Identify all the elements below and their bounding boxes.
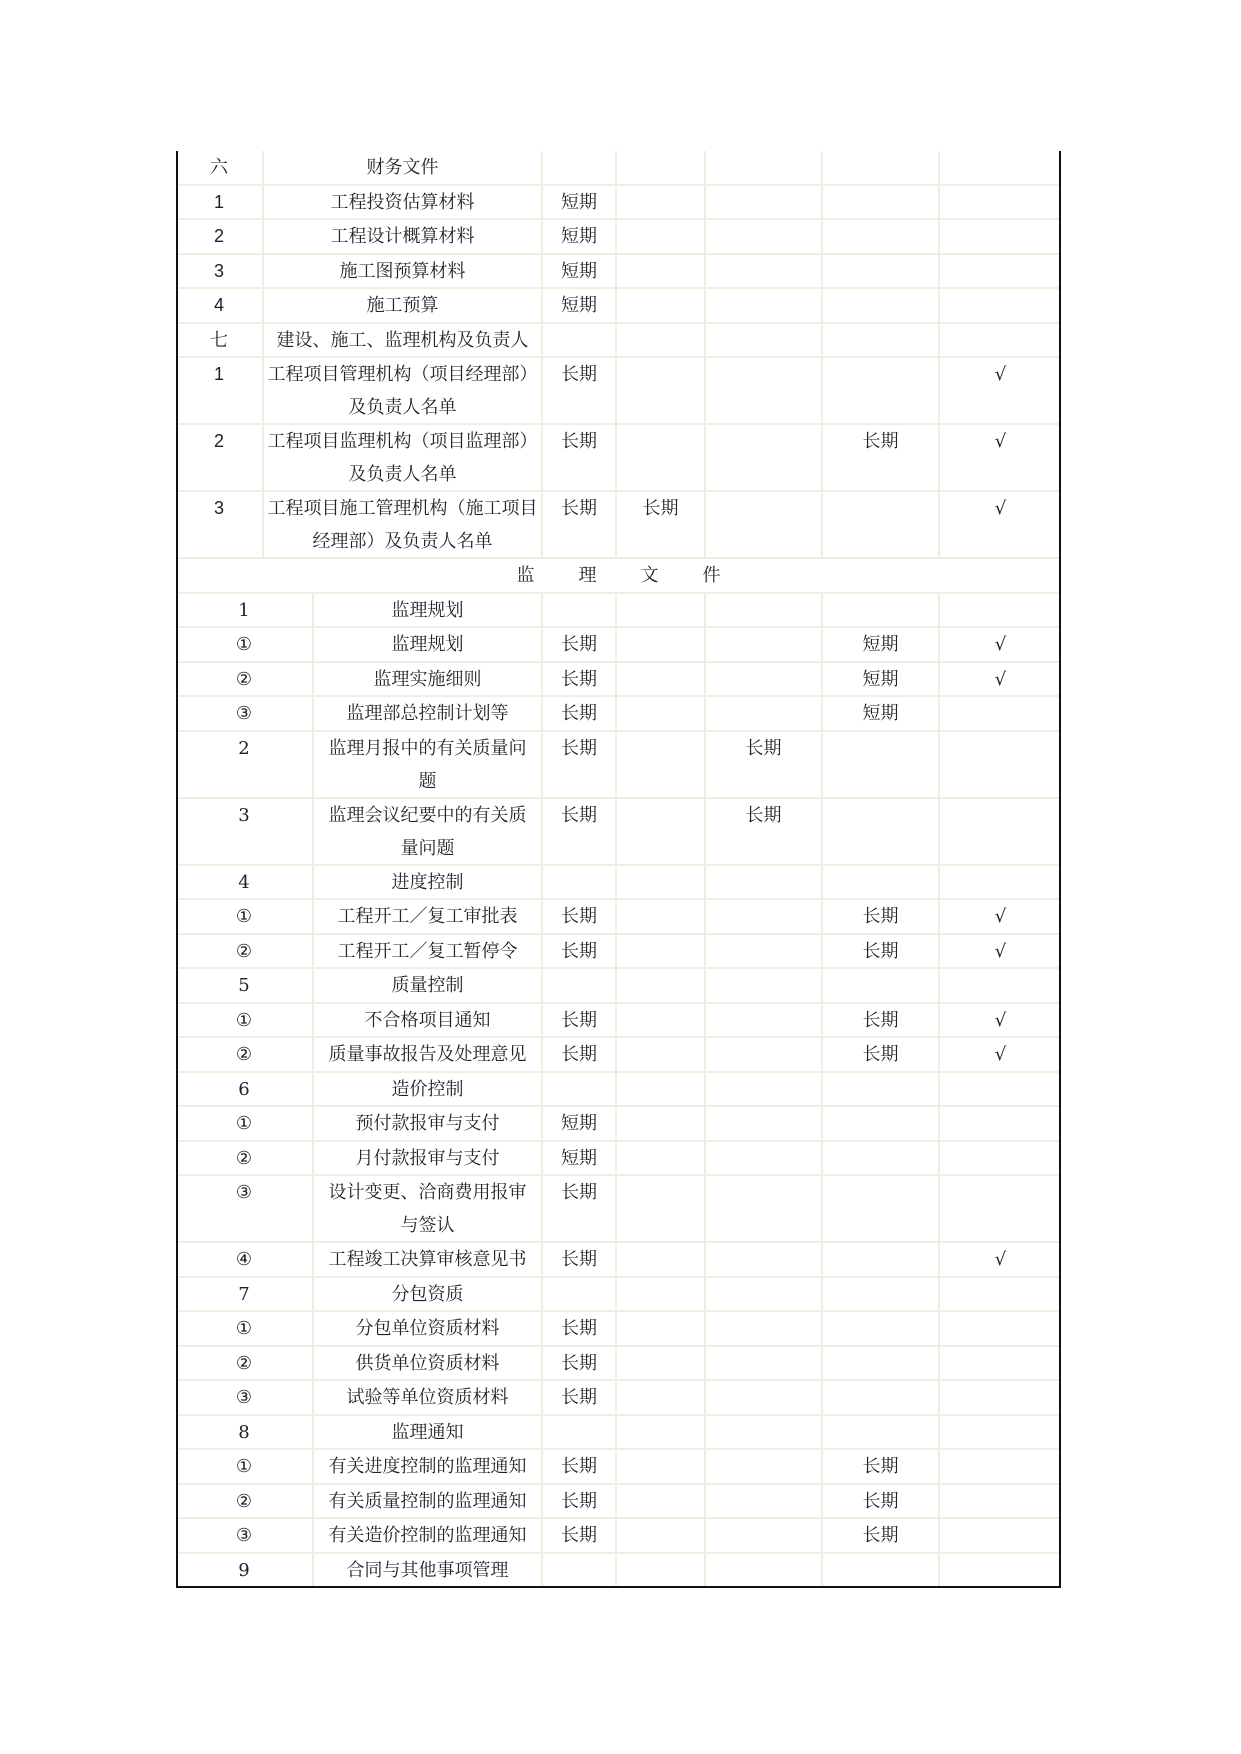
table-row	[176, 289, 1061, 324]
checkmark-cell	[938, 1347, 1061, 1380]
retention-col-3-cell	[704, 1243, 821, 1276]
retention-col-2-cell	[615, 663, 704, 696]
item-name-cell: 工程开工／复工暂停令	[312, 935, 541, 968]
table-row	[176, 1416, 1061, 1451]
row-index-cell: 2	[238, 737, 250, 759]
row-index-cell: 8	[238, 1421, 250, 1443]
empty-cell	[821, 324, 938, 357]
retention-col-4-cell	[821, 220, 938, 253]
table-row	[176, 220, 1061, 255]
retention-col-2-cell	[615, 1038, 704, 1071]
item-name-cell-line-1: 工程项目施工管理机构（施工项目	[267, 498, 538, 519]
checkmark-cell: √	[938, 628, 1061, 661]
item-name-cell: 供货单位资质材料	[312, 1347, 541, 1380]
retention-col-3-cell	[704, 1312, 821, 1345]
retention-col-4-cell	[821, 1381, 938, 1414]
table-row	[176, 1450, 1061, 1485]
retention-col-2-cell	[615, 220, 704, 253]
item-name-cell: 监理规划	[312, 628, 541, 661]
checkmark-cell: √	[938, 358, 1061, 423]
retention-col-4-cell: 长期	[821, 900, 938, 933]
retention-col-4-cell	[821, 1176, 938, 1241]
table-row	[176, 1073, 1061, 1108]
retention-col-1-cell: 短期	[541, 186, 615, 219]
retention-col-2-cell	[615, 594, 704, 627]
item-name-cell	[312, 799, 541, 864]
retention-col-1-cell: 长期	[541, 1450, 615, 1483]
retention-col-2-cell	[615, 628, 704, 661]
row-index-cell: 4	[238, 871, 250, 893]
row-index-cell: ①	[235, 634, 253, 655]
table-row	[176, 1107, 1061, 1142]
row-index-cell: 9	[238, 1559, 250, 1581]
retention-col-4-cell	[821, 1347, 938, 1380]
table-row	[176, 1142, 1061, 1177]
checkmark-cell	[938, 866, 1061, 899]
table-row	[176, 1038, 1061, 1073]
item-name-cell-line-2: 经理部）及负责人名单	[312, 531, 493, 552]
retention-col-1-cell: 长期	[541, 358, 615, 423]
retention-col-4-cell	[821, 732, 938, 797]
retention-col-2-cell	[615, 289, 704, 322]
item-name-cell: 预付款报审与支付	[312, 1107, 541, 1140]
retention-col-3-cell	[704, 1519, 821, 1552]
retention-col-1-cell: 短期	[541, 1142, 615, 1175]
retention-col-2-cell	[615, 358, 704, 423]
empty-cell	[704, 324, 821, 357]
row-index-cell: ②	[235, 940, 253, 962]
item-name-cell-line-2: 及负责人名单	[348, 464, 457, 485]
item-name-cell: 监理实施细则	[312, 663, 541, 696]
retention-col-2-cell	[615, 1347, 704, 1380]
retention-col-2-cell	[615, 1416, 704, 1449]
item-name-cell: 月付款报审与支付	[312, 1142, 541, 1175]
retention-col-3-cell	[704, 1073, 821, 1106]
table-row	[176, 900, 1061, 935]
retention-col-1-cell: 长期	[541, 1243, 615, 1276]
retention-col-3-cell	[704, 1416, 821, 1449]
retention-col-4-cell	[821, 358, 938, 423]
item-name-cell: 施工预算	[262, 289, 541, 322]
empty-cell	[615, 324, 704, 357]
retention-col-3-cell	[704, 697, 821, 730]
table-row	[176, 1347, 1061, 1382]
row-index-cell: 5	[238, 975, 250, 996]
row-index-cell: ①	[235, 1456, 253, 1477]
retention-col-1-cell	[541, 969, 615, 1002]
row-index-cell: 1	[213, 191, 224, 212]
retention-col-3-cell	[704, 1450, 821, 1483]
retention-col-3-cell	[704, 358, 821, 423]
checkmark-cell	[938, 1554, 1061, 1587]
retention-col-1-cell: 长期	[541, 732, 615, 797]
item-name-cell-line-1: 工程项目管理机构（项目经理部）	[267, 364, 538, 385]
retention-col-4-cell: 长期	[821, 1450, 938, 1483]
retention-col-1-cell: 长期	[541, 1038, 615, 1071]
item-name-cell-line-2: 题	[418, 770, 437, 792]
row-index-cell: ①	[235, 1113, 253, 1134]
table-row	[176, 1381, 1061, 1416]
retention-col-2-cell	[615, 1176, 704, 1241]
row-index-cell: 2	[213, 226, 224, 246]
item-name-cell: 分包资质	[312, 1278, 541, 1311]
row-index-cell: ①	[235, 1318, 253, 1339]
retention-col-1-cell	[541, 866, 615, 899]
retention-col-2-cell	[615, 425, 704, 490]
row-index-cell: 7	[238, 1283, 250, 1305]
item-name-cell: 工程开工／复工审批表	[312, 900, 541, 933]
table-row	[176, 663, 1061, 698]
retention-col-3-cell	[704, 628, 821, 661]
retention-col-4-cell	[821, 969, 938, 1002]
row-index-cell: 2	[213, 431, 224, 451]
checkmark-cell	[938, 594, 1061, 627]
retention-col-1-cell: 长期	[541, 799, 615, 864]
retention-col-4-cell	[821, 1243, 938, 1276]
table-row	[176, 732, 1061, 799]
retention-col-1-cell: 长期	[541, 1519, 615, 1552]
retention-col-4-cell: 长期	[821, 1038, 938, 1071]
item-name-cell-line-2: 与签认	[400, 1215, 455, 1236]
retention-col-3-cell	[704, 900, 821, 933]
checkmark-cell	[938, 1485, 1061, 1518]
checkmark-cell: √	[938, 900, 1061, 933]
table-row	[176, 492, 1061, 559]
retention-col-3-cell	[704, 1554, 821, 1587]
checkmark-cell	[938, 969, 1061, 1002]
row-index-cell: 3	[213, 498, 224, 518]
retention-col-4-cell	[821, 1073, 938, 1106]
checkmark-cell	[938, 289, 1061, 322]
retention-col-1-cell: 长期	[541, 1485, 615, 1518]
item-name-cell: 监理部总控制计划等	[312, 697, 541, 730]
retention-col-3-cell	[704, 1038, 821, 1071]
item-name-cell: 试验等单位资质材料	[312, 1381, 541, 1414]
retention-col-2-cell	[615, 1073, 704, 1106]
row-index-cell: ②	[235, 668, 253, 690]
retention-col-2-cell	[615, 866, 704, 899]
retention-col-1-cell: 短期	[541, 289, 615, 322]
retention-col-1-cell	[541, 1073, 615, 1106]
item-name-cell: 造价控制	[312, 1073, 541, 1106]
table-row	[176, 628, 1061, 663]
table-row	[176, 186, 1061, 221]
empty-cell	[541, 324, 615, 357]
retention-col-4-cell	[821, 594, 938, 627]
retention-col-4-cell	[821, 186, 938, 219]
retention-col-4-cell: 长期	[821, 1485, 938, 1518]
table-row	[176, 1004, 1061, 1039]
empty-cell	[704, 151, 821, 184]
item-name-cell: 有关质量控制的监理通知	[312, 1485, 541, 1518]
item-name-cell: 质量事故报告及处理意见	[312, 1038, 541, 1071]
checkmark-cell	[938, 1278, 1061, 1311]
retention-col-4-cell	[821, 492, 938, 557]
retention-col-1-cell: 长期	[541, 1347, 615, 1380]
item-name-cell: 合同与其他事项管理	[312, 1554, 541, 1587]
retention-col-4-cell: 短期	[821, 697, 938, 730]
item-name-cell: 工程设计概算材料	[262, 220, 541, 253]
retention-col-1-cell: 长期	[541, 1312, 615, 1345]
table-row	[176, 1485, 1061, 1520]
retention-col-2-cell	[615, 1554, 704, 1587]
row-index-cell: 4	[213, 295, 224, 315]
section-seven-index: 七	[210, 329, 228, 351]
empty-cell	[541, 151, 615, 184]
item-name-cell	[262, 425, 541, 490]
row-index-cell: 1	[213, 364, 224, 384]
table-row	[176, 425, 1061, 492]
checkmark-cell	[938, 1142, 1061, 1175]
item-name-cell-line-1: 工程项目监理机构（项目监理部）	[267, 431, 538, 452]
item-name-cell: 施工图预算材料	[262, 255, 541, 288]
checkmark-cell: √	[938, 663, 1061, 696]
row-index-cell: 6	[238, 1078, 250, 1100]
retention-col-2-cell	[615, 1243, 704, 1276]
retention-col-3-cell	[704, 255, 821, 288]
retention-col-1-cell: 长期	[541, 663, 615, 696]
supervision-header-row	[176, 559, 1061, 594]
item-name-cell: 质量控制	[312, 969, 541, 1002]
retention-col-1-cell: 长期	[541, 935, 615, 968]
section-six-index: 六	[210, 157, 228, 178]
supervision-section-title: 监理文件	[516, 565, 765, 586]
checkmark-cell	[938, 255, 1061, 288]
retention-col-3-cell	[704, 1347, 821, 1380]
retention-col-1-cell: 长期	[541, 1381, 615, 1414]
row-index-cell: ④	[235, 1249, 253, 1270]
row-index-cell: ②	[235, 1147, 253, 1169]
checkmark-cell	[938, 220, 1061, 253]
empty-cell	[938, 324, 1061, 357]
item-name-cell-line-1: 监理会议纪要中的有关质	[328, 804, 527, 826]
item-name-cell	[312, 1176, 541, 1241]
archive-table	[176, 151, 1061, 1588]
checkmark-cell: √	[938, 1004, 1061, 1037]
retention-col-1-cell	[541, 1554, 615, 1587]
retention-col-1-cell: 短期	[541, 255, 615, 288]
retention-col-1-cell: 短期	[541, 220, 615, 253]
row-index-cell: ②	[235, 1044, 253, 1065]
checkmark-cell: √	[938, 935, 1061, 968]
retention-col-1-cell: 长期	[541, 425, 615, 490]
item-name-cell: 有关进度控制的监理通知	[312, 1450, 541, 1483]
retention-col-4-cell: 长期	[821, 1519, 938, 1552]
item-name-cell	[262, 358, 541, 423]
checkmark-cell: √	[938, 1243, 1061, 1276]
checkmark-cell	[938, 186, 1061, 219]
retention-col-2-cell	[615, 732, 704, 797]
retention-col-1-cell	[541, 594, 615, 627]
table-row	[176, 697, 1061, 732]
retention-col-2-cell	[615, 900, 704, 933]
retention-col-4-cell	[821, 1416, 938, 1449]
retention-col-3-cell	[704, 289, 821, 322]
retention-col-2-cell	[615, 697, 704, 730]
section-six-title: 财务文件	[262, 151, 541, 184]
retention-col-1-cell: 长期	[541, 1176, 615, 1241]
retention-col-4-cell	[821, 255, 938, 288]
retention-col-3-cell	[704, 1485, 821, 1518]
checkmark-cell	[938, 697, 1061, 730]
row-index-cell: 3	[238, 804, 250, 826]
retention-col-4-cell	[821, 1278, 938, 1311]
retention-col-3-cell	[704, 1381, 821, 1414]
section-seven-header-row	[176, 324, 1061, 359]
row-index-cell: ③	[235, 1182, 253, 1203]
retention-col-2-cell	[615, 1450, 704, 1483]
retention-col-3-cell	[704, 1107, 821, 1140]
item-name-cell: 不合格项目通知	[312, 1004, 541, 1037]
checkmark-cell	[938, 1450, 1061, 1483]
item-name-cell-line-2: 量问题	[400, 837, 455, 859]
row-index-cell: ②	[235, 1490, 253, 1512]
retention-col-3-cell: 长期	[704, 799, 821, 864]
retention-col-1-cell: 短期	[541, 1107, 615, 1140]
checkmark-cell	[938, 732, 1061, 797]
retention-col-4-cell: 短期	[821, 628, 938, 661]
retention-col-2-cell	[615, 1278, 704, 1311]
item-name-cell-line-1: 监理月报中的有关质量问	[328, 737, 527, 759]
retention-col-3-cell	[704, 1176, 821, 1241]
retention-col-3-cell	[704, 1142, 821, 1175]
checkmark-cell	[938, 1312, 1061, 1345]
section-six-header-row	[176, 151, 1061, 186]
retention-col-3-cell	[704, 425, 821, 490]
table-row	[176, 594, 1061, 629]
table-row	[176, 935, 1061, 970]
item-name-cell: 监理规划	[312, 594, 541, 627]
checkmark-cell	[938, 1519, 1061, 1552]
retention-col-2-cell	[615, 1142, 704, 1175]
retention-col-2-cell	[615, 1381, 704, 1414]
item-name-cell: 监理通知	[312, 1416, 541, 1449]
checkmark-cell	[938, 1381, 1061, 1414]
retention-col-4-cell: 长期	[821, 425, 938, 490]
retention-col-4-cell	[821, 1312, 938, 1345]
item-name-cell: 工程投资估算材料	[262, 186, 541, 219]
table-row	[176, 1554, 1061, 1589]
table-row	[176, 1278, 1061, 1313]
row-index-cell: 1	[238, 599, 250, 621]
checkmark-cell	[938, 799, 1061, 864]
item-name-cell-line-1: 设计变更、洽商费用报审	[328, 1182, 527, 1203]
retention-col-1-cell	[541, 1416, 615, 1449]
table-row	[176, 1176, 1061, 1243]
retention-col-4-cell: 长期	[821, 935, 938, 968]
retention-col-2-cell	[615, 969, 704, 1002]
item-name-cell	[262, 492, 541, 557]
checkmark-cell	[938, 1107, 1061, 1140]
retention-col-4-cell	[821, 1142, 938, 1175]
retention-col-3-cell	[704, 220, 821, 253]
retention-col-1-cell	[541, 1278, 615, 1311]
row-index-cell: ③	[235, 1387, 253, 1408]
item-name-cell: 分包单位资质材料	[312, 1312, 541, 1345]
checkmark-cell: √	[938, 492, 1061, 557]
item-name-cell-line-2: 及负责人名单	[348, 397, 457, 418]
row-index-cell: ①	[235, 906, 253, 927]
retention-col-2-cell	[615, 1519, 704, 1552]
retention-col-2-cell	[615, 935, 704, 968]
table-row	[176, 1312, 1061, 1347]
retention-col-1-cell: 长期	[541, 697, 615, 730]
retention-col-3-cell	[704, 969, 821, 1002]
checkmark-cell	[938, 1416, 1061, 1449]
retention-col-4-cell	[821, 1554, 938, 1587]
retention-col-2-cell	[615, 1485, 704, 1518]
item-name-cell: 有关造价控制的监理通知	[312, 1519, 541, 1552]
retention-col-3-cell	[704, 935, 821, 968]
retention-col-2-cell	[615, 1312, 704, 1345]
retention-col-1-cell: 长期	[541, 628, 615, 661]
row-index-cell: ②	[235, 1352, 253, 1374]
retention-col-1-cell: 长期	[541, 900, 615, 933]
retention-col-4-cell: 长期	[821, 1004, 938, 1037]
retention-col-1-cell: 长期	[541, 1004, 615, 1037]
empty-cell	[615, 151, 704, 184]
checkmark-cell: √	[938, 1038, 1061, 1071]
retention-col-4-cell	[821, 866, 938, 899]
retention-col-3-cell	[704, 866, 821, 899]
checkmark-cell	[938, 1073, 1061, 1106]
section-seven-title: 建设、施工、监理机构及负责人	[262, 324, 541, 357]
retention-col-3-cell	[704, 594, 821, 627]
table-row	[176, 1243, 1061, 1278]
table-row	[176, 255, 1061, 290]
retention-col-3-cell	[704, 1278, 821, 1311]
retention-col-3-cell	[704, 492, 821, 557]
retention-col-3-cell	[704, 1004, 821, 1037]
table-row	[176, 969, 1061, 1004]
retention-col-4-cell	[821, 1107, 938, 1140]
retention-col-4-cell: 短期	[821, 663, 938, 696]
retention-col-2-cell	[615, 186, 704, 219]
retention-col-4-cell	[821, 289, 938, 322]
item-name-cell	[312, 732, 541, 797]
retention-col-3-cell	[704, 186, 821, 219]
empty-cell	[938, 151, 1061, 184]
table-row	[176, 866, 1061, 901]
table-row	[176, 358, 1061, 425]
row-index-cell: ③	[235, 703, 253, 724]
retention-col-2-cell	[615, 1107, 704, 1140]
table-row	[176, 799, 1061, 866]
row-index-cell: ③	[235, 1525, 253, 1546]
retention-col-3-cell: 长期	[704, 732, 821, 797]
retention-col-2-cell	[615, 255, 704, 288]
retention-col-2-cell	[615, 1004, 704, 1037]
checkmark-cell: √	[938, 425, 1061, 490]
row-index-cell: 3	[213, 260, 224, 281]
retention-col-2-cell	[615, 799, 704, 864]
table-row	[176, 1519, 1061, 1554]
item-name-cell: 进度控制	[312, 866, 541, 899]
retention-col-1-cell: 长期	[541, 492, 615, 557]
item-name-cell: 工程竣工决算审核意见书	[312, 1243, 541, 1276]
row-index-cell: ①	[235, 1009, 253, 1031]
checkmark-cell	[938, 1176, 1061, 1241]
empty-cell	[821, 151, 938, 184]
retention-col-3-cell	[704, 663, 821, 696]
retention-col-2-cell: 长期	[615, 492, 704, 557]
retention-col-4-cell	[821, 799, 938, 864]
